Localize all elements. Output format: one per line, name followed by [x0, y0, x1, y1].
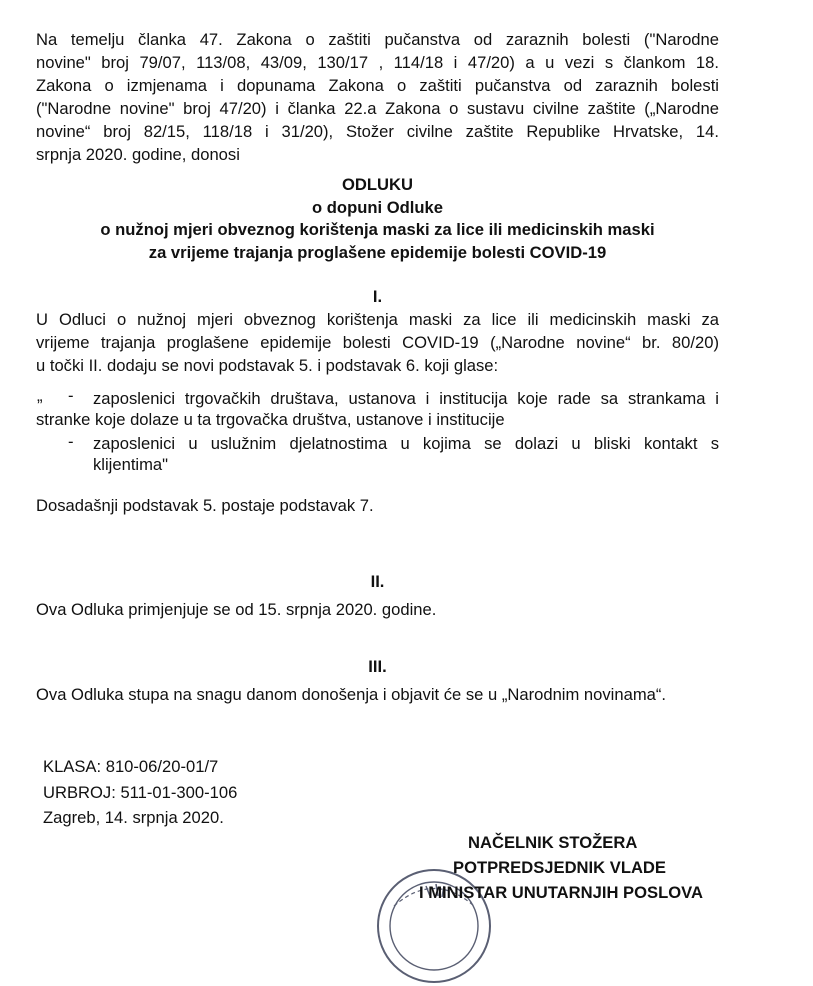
intro-line: Na temelju članka 47. Zakona o zaštiti pučanstva od zaraznih bolesti ("Narodne: [36, 30, 719, 49]
signature-title-3: I MINISTAR UNUTARNJIH POSLOVA: [419, 883, 703, 902]
bullet-2-text: zaposlenici u uslužnim djelatnostima u kojima se dolazi u bliski kontakt s: [93, 434, 719, 453]
intro-line: srpnja 2020. godine, donosi: [36, 145, 240, 164]
document-subtitle: o dopuni Odluke: [312, 198, 443, 217]
intro-line: Zakona o izmjenama i dopunama Zakona o zaštiti pučanstva od zaraznih bolesti: [36, 76, 719, 95]
signature-title-1: NAČELNIK STOŽERA: [468, 833, 638, 852]
section-1-paragraph: [36, 308, 719, 377]
document-title: ODLUKU: [342, 175, 413, 194]
bullet-dash: -: [68, 386, 74, 405]
intro-line: novine“ broj 82/15, 118/18 i 31/20), Stožer civilne zaštite Republike Hrvatske, 14.: [36, 122, 719, 141]
opening-quote-mark: „: [37, 386, 43, 405]
intro-line: ("Narodne novine" broj 47/20) i članka 22.a Zakona o sustavu civilne zaštite („Narodne: [36, 99, 719, 118]
bullet-1-second-line: stranke koje dolaze u ta trgovačka društva, ustanove i institucije: [36, 410, 505, 429]
intro-line: novine" broj 79/07, 113/08, 43/09, 130/17 , 114/18 i 47/20) a u vezi s člankom 18.: [36, 53, 719, 72]
section-heading-2: II.: [370, 572, 385, 591]
section-2-text: Ova Odluka primjenjuje se od 15. srpnja 2020. godine.: [36, 600, 437, 619]
section-1-line: U Odluci o nužnoj mjeri obveznog korištenja maski za lice ili medicinskih maski za: [36, 310, 719, 329]
bullet-2-second-line: klijentima": [93, 455, 169, 474]
section-heading-1: I.: [372, 287, 383, 306]
section-1-line: u točki II. dodaju se novi podstavak 5. i podstavak 6. koji glase:: [36, 356, 499, 375]
section-1-closing: Dosadašnji podstavak 5. postaje podstavak 7.: [36, 496, 374, 515]
section-3-text: Ova Odluka stupa na snagu danom donošenja i objavit će se u „Narodnim novinama“.: [36, 685, 667, 704]
bullet-1-first-line: [93, 387, 719, 410]
urbroj-reference: URBROJ: 511-01-300-106: [43, 783, 238, 802]
signature-title-2: POTPREDSJEDNIK VLADE: [453, 858, 666, 877]
klasa-reference: KLASA: 810-06/20-01/7: [43, 757, 219, 776]
document-subject-line: za vrijeme trajanja proglašene epidemije bolesti COVID-19: [148, 243, 607, 262]
bullet-2-first-line: [93, 432, 719, 455]
bullet-1-text: zaposlenici trgovačkih društava, ustanova i institucija koje rade sa strankama i: [93, 389, 719, 408]
section-1-line: vrijeme trajanja proglašene epidemije bolesti COVID-19 („Narodne novine“ br. 80/20): [36, 333, 719, 352]
section-heading-3: III.: [368, 657, 387, 676]
place-and-date: Zagreb, 14. srpnja 2020.: [43, 808, 224, 827]
document-subject-line: o nužnoj mjeri obveznog korištenja maski za lice ili medicinskih maski: [100, 220, 655, 239]
intro-paragraph: [36, 28, 719, 166]
bullet-dash: -: [68, 432, 74, 451]
